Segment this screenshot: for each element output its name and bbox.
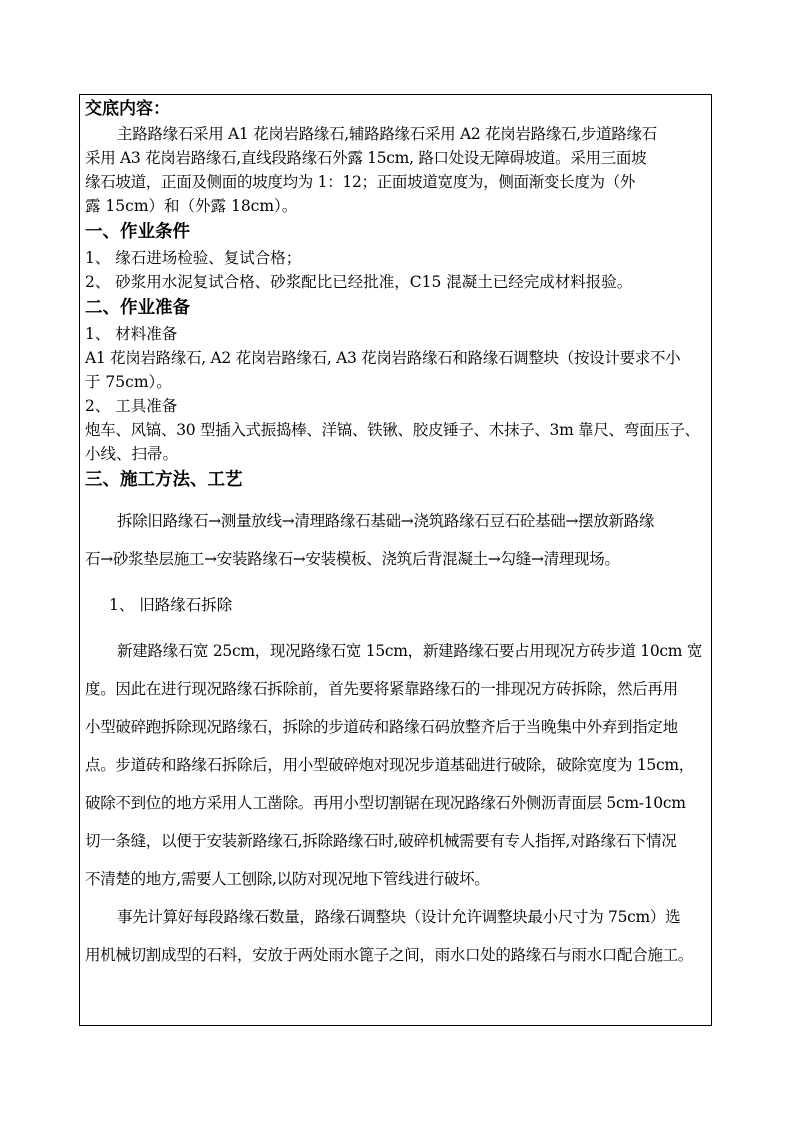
paragraph-line: 点。步道砖和路缘石拆除后，用小型破碎炮对现况步道基础进行破除，破除宽度为 15cm， bbox=[85, 756, 694, 774]
intro-line: 主路路缘石采用 A1 花岗岩路缘石,辅路路缘石采用 A2 花岗岩路缘石,步道路缘石 bbox=[117, 125, 657, 143]
process-flow-line: 石→砂浆垫层施工→安装路缘石→安装模板、浇筑后背混凝土→勾缝→清理现场。 bbox=[85, 550, 620, 568]
paragraph-line: 不清楚的地方,需要人工刨除,以防对现况地下管线进行破坏。 bbox=[85, 870, 490, 888]
section-heading-method: 三、施工方法、工艺 bbox=[85, 470, 243, 490]
materials-label: 1、 材料准备 bbox=[85, 325, 178, 343]
document-content bbox=[85, 96, 707, 974]
intro-line: 露 15cm）和（外露 18cm）。 bbox=[85, 197, 298, 215]
paragraph-line: 用机械切割成型的石料，安放于两处雨水篦子之间，雨水口处的路缘石与雨水口配合施工。 bbox=[85, 946, 694, 964]
tools-line: 炮车、风镐、30 型插入式振捣棒、洋镐、铁锹、胶皮锤子、木抹子、3m 靠尺、弯面压子、 bbox=[85, 421, 700, 439]
intro-line: 采用 A3 花岗岩路缘石,直线段路缘石外露 15cm, 路口处设无障碍坡道。采用三面坡 bbox=[85, 149, 647, 167]
materials-line: 于 75cm）。 bbox=[85, 373, 172, 391]
paragraph-line: 度。因此在进行现况路缘石拆除前，首先要将紧靠路缘石的一排现况方砖拆除，然后再用 bbox=[85, 680, 678, 698]
paragraph-line: 小型破碎跑拆除现况路缘石，拆除的步道砖和路缘石码放整齐后于当晚集中外弃到指定地 bbox=[85, 718, 678, 736]
condition-item: 1、 缘石进场检验、复试合格； bbox=[85, 249, 302, 267]
tools-line: 小线、扫帚。 bbox=[85, 445, 179, 463]
doc-title: 交底内容： bbox=[85, 99, 170, 119]
paragraph-line: 破除不到位的地方采用人工凿除。再用小型切割锯在现况路缘石外侧沥青面层 5cm-10cm bbox=[85, 794, 686, 812]
paragraph-line: 切一条缝，以便于安装新路缘石,拆除路缘石时,破碎机械需要有专人指挥,对路缘石下情况 bbox=[85, 832, 677, 850]
subsection-heading-demolition: 1、 旧路缘石拆除 bbox=[109, 596, 233, 614]
section-heading-preparation: 二、作业准备 bbox=[85, 298, 190, 318]
materials-line: A1 花岗岩路缘石, A2 花岗岩路缘石, A3 花岗岩路缘石和路缘石调整块（按设计要求不小 bbox=[85, 349, 681, 367]
tools-label: 2、 工具准备 bbox=[85, 397, 178, 415]
section-heading-conditions: 一、作业条件 bbox=[85, 222, 190, 242]
paragraph-line: 事先计算好每段路缘石数量，路缘石调整块（设计允许调整块最小尺寸为 75cm）选 bbox=[117, 908, 681, 926]
process-flow-line: 拆除旧路缘石→测量放线→清理路缘石基础→浇筑路缘石豆石砼基础→摆放新路缘 bbox=[117, 512, 655, 530]
condition-item: 2、 砂浆用水泥复试合格、砂浆配比已经批准，C15 混凝土已经完成材料报验。 bbox=[85, 273, 633, 291]
paragraph-line: 新建路缘石宽 25cm，现况路缘石宽 15cm，新建路缘石要占用现况方砖步道 10cm 宽 bbox=[117, 642, 703, 660]
intro-line: 缘石坡道，正面及侧面的坡度均为 1：12；正面坡道宽度为，侧面渐变长度为（外 bbox=[85, 173, 636, 191]
